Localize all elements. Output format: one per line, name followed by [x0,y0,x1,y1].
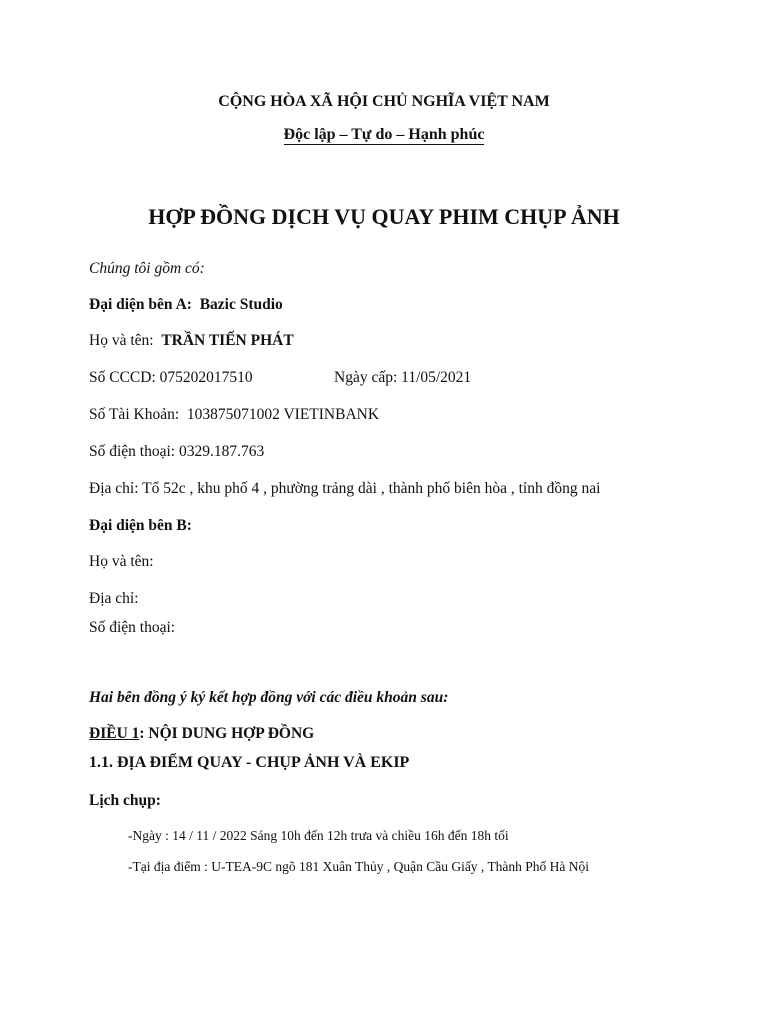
schedule-place-line: -Tại địa điểm : U-TEA-9C ngõ 181 Xuân Thủy , Quận Cầu Giấy , Thành Phố Hà Nội [128,859,590,874]
party-b-label: Đại diện bên B: [89,517,192,534]
party-a-fullname-line: Họ và tên: TRẦN TIẾN PHÁT [89,332,294,349]
article-1-heading [89,725,314,743]
party-a-address-line: Địa chỉ: Tổ 52c , khu phố 4 , phường trảng dài , thành phố biên hòa , tỉnh đồng nai [89,480,601,497]
party-a-account: 103875071002 VIETINBANK [186,406,380,423]
party-a-id: 075202017510 [159,369,253,386]
party-a-address: Tổ 52c , khu phố 4 , phường trảng dài , thành phố biên hòa , tỉnh đồng nai [142,480,601,497]
party-a-phone-line: Số điện thoại: 0329.187.763 [89,443,265,460]
party-a-issue-line: Ngày cấp: 11/05/2021 [334,369,472,386]
party-a-issue-date: 11/05/2021 [401,369,472,386]
party-a-fullname: TRẦN TIẾN PHÁT [161,332,294,349]
party-a-phone: 0329.187.763 [178,443,265,460]
agreement-text: Hai bên đồng ý ký kết hợp đồng với các điều khoản sau: [89,689,449,706]
motto [0,126,768,144]
party-b-fullname-label: Họ và tên: [89,553,154,570]
schedule-date-line: -Ngày : 14 / 11 / 2022 Sáng 10h đến 12h trưa và chiều 16h đến 18h tối [128,828,509,843]
party-b-phone-label: Số điện thoại: [89,619,176,636]
contract-title: HỢP ĐỒNG DỊCH VỤ QUAY PHIM CHỤP ẢNH [148,204,620,229]
nation-header: CỘNG HÒA XÃ HỘI CHỦ NGHĨA VIỆT NAM [218,93,550,110]
party-b-address-label: Địa chỉ: [89,590,139,607]
article-1-number: ĐIỀU 1 [89,725,140,742]
article-1-title: : NỘI DUNG HỢP ĐỒNG [139,725,315,742]
schedule-label: Lịch chụp: [89,792,161,809]
party-a-id-line: Số CCCD: 075202017510 [89,369,253,386]
section-1-1-heading: 1.1. ĐỊA ĐIỂM QUAY - CHỤP ẢNH VÀ EKIP [89,754,410,771]
party-a-line: Đại diện bên A: Bazic Studio [89,296,283,313]
intro-text: Chúng tôi gồm có: [89,260,205,277]
party-a-account-line: Số Tài Khoản: 103875071002 VIETINBANK [89,406,380,423]
motto-text: Độc lập – Tự do – Hạnh phúc [283,126,485,143]
party-a-name: Bazic Studio [199,296,283,313]
